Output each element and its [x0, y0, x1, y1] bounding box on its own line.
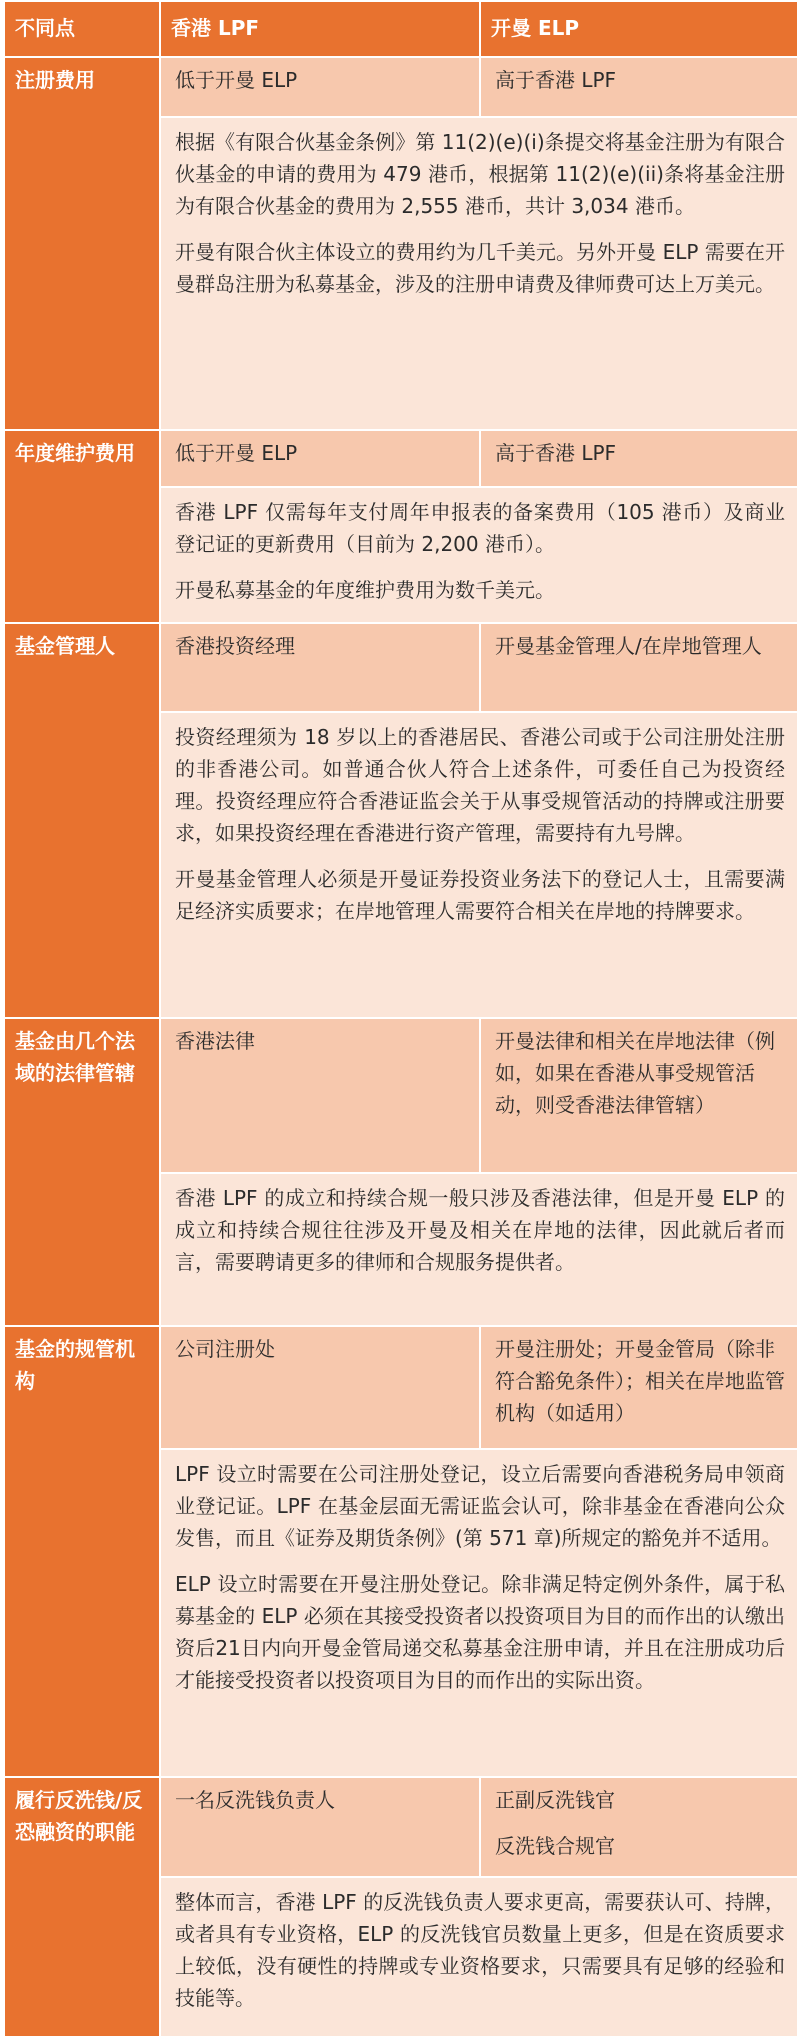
detail-paragraph: LPF 设立时需要在公司注册处登记，设立后需要向香港税务局申领商业登记证。LPF 在基金层面无需证监会认可，除非基金在香港向公众发售，而且《证券及期货条例》(第 571 章)所规定的豁免并不适用。 — [175, 1462, 785, 1550]
table-row — [4, 57, 798, 117]
table-row — [4, 623, 798, 712]
detail-paragraph: 香港 LPF 的成立和持续合规一般只涉及香港法律，但是开曼 ELP 的成立和持续合规往往涉及开曼及相关在岸地的法律，因此就后者而言，需要聘请更多的律师和合规服务提供者。 — [175, 1186, 785, 1274]
header-hk-lpf: 香港 LPF — [160, 1, 480, 57]
row-label: 注册费用 — [4, 57, 160, 430]
detail-paragraph: 开曼基金管理人必须是开曼证券投资业务法下的登记人士，且需要满足经济实质要求；在岸地管理人需要符合相关在岸地的持牌要求。 — [175, 867, 785, 923]
detail-paragraph: ELP 设立时需要在开曼注册处登记。除非满足特定例外条件，属于私募基金的 ELP 必须在其接受投资者以投资项目为目的而作出的认缴出资后21日内向开曼金管局递交私募基金注册申请，并且在注册成功后才能接受投资者以投资项目为目的而作出的实际出资。 — [175, 1572, 785, 1692]
table-row — [4, 1777, 798, 1877]
table-row — [4, 1018, 798, 1173]
cayman-cell: 高于香港 LPF — [480, 430, 798, 487]
table-header-row — [4, 1, 798, 57]
table-row — [4, 1326, 798, 1449]
detail-paragraph: 整体而言，香港 LPF 的反洗钱负责人要求更高，需要获认可、持牌，或者具有专业资格，ELP 的反洗钱官员数量上更多，但是在资质要求上较低，没有硬性的持牌或专业资格要求，只需要具有足够的经验和技能等。 — [175, 1890, 785, 2010]
hk-cell: 一名反洗钱负责人 — [160, 1777, 480, 1877]
hk-cell: 公司注册处 — [160, 1326, 480, 1449]
hk-cell: 香港投资经理 — [160, 623, 480, 712]
detail-paragraph: 开曼私募基金的年度维护费用为数千美元。 — [175, 578, 555, 602]
comparison-table — [3, 0, 799, 2038]
detail-paragraph: 开曼有限合伙主体设立的费用约为几千美元。另外开曼 ELP 需要在开曼群岛注册为私募基金，涉及的注册申请费及律师费可达上万美元。 — [175, 240, 785, 296]
detail-cell — [160, 1173, 798, 1326]
header-difference: 不同点 — [4, 1, 160, 57]
detail-paragraph: 根据《有限合伙基金条例》第 11(2)(e)(i)条提交将基金注册为有限合伙基金的申请的费用为 479 港币，根据第 11(2)(e)(ii)条将基金注册为有限合伙基金的费用为 2,555 港币，共计 3,034 港币。 — [175, 130, 785, 218]
detail-cell — [160, 487, 798, 623]
hk-cell: 低于开曼 ELP — [160, 57, 480, 117]
cayman-line: 正副反洗钱官 — [495, 1788, 615, 1812]
detail-cell — [160, 117, 798, 430]
cayman-cell: 开曼法律和相关在岸地法律（例如，如果在香港从事受规管活动，则受香港法律管辖） — [480, 1018, 798, 1173]
row-label: 履行反洗钱/反恐融资的职能 — [4, 1777, 160, 2037]
hk-cell: 低于开曼 ELP — [160, 430, 480, 487]
cayman-line: 反洗钱合规官 — [495, 1834, 615, 1858]
row-label: 基金管理人 — [4, 623, 160, 1018]
detail-cell — [160, 712, 798, 1018]
cayman-cell: 开曼注册处；开曼金管局（除非符合豁免条件）；相关在岸地监管机构（如适用） — [480, 1326, 798, 1449]
cayman-cell: 高于香港 LPF — [480, 57, 798, 117]
detail-paragraph: 香港 LPF 仅需每年支付周年申报表的备案费用（105 港币）及商业登记证的更新费用（目前为 2,200 港币）。 — [175, 500, 785, 556]
row-label: 年度维护费用 — [4, 430, 160, 623]
detail-cell — [160, 1449, 798, 1777]
cayman-cell — [480, 1777, 798, 1877]
cayman-cell: 开曼基金管理人/在岸地管理人 — [480, 623, 798, 712]
row-label: 基金由几个法域的法律管辖 — [4, 1018, 160, 1326]
row-label: 基金的规管机构 — [4, 1326, 160, 1777]
header-cayman-elp: 开曼 ELP — [480, 1, 798, 57]
detail-cell — [160, 1877, 798, 2037]
hk-cell: 香港法律 — [160, 1018, 480, 1173]
detail-paragraph: 投资经理须为 18 岁以上的香港居民、香港公司或于公司注册处注册的非香港公司。如普通合伙人符合上述条件，可委任自己为投资经理。投资经理应符合香港证监会关于从事受规管活动的持牌或注册要求，如果投资经理在香港进行资产管理，需要持有九号牌。 — [175, 725, 785, 845]
table-row — [4, 430, 798, 487]
